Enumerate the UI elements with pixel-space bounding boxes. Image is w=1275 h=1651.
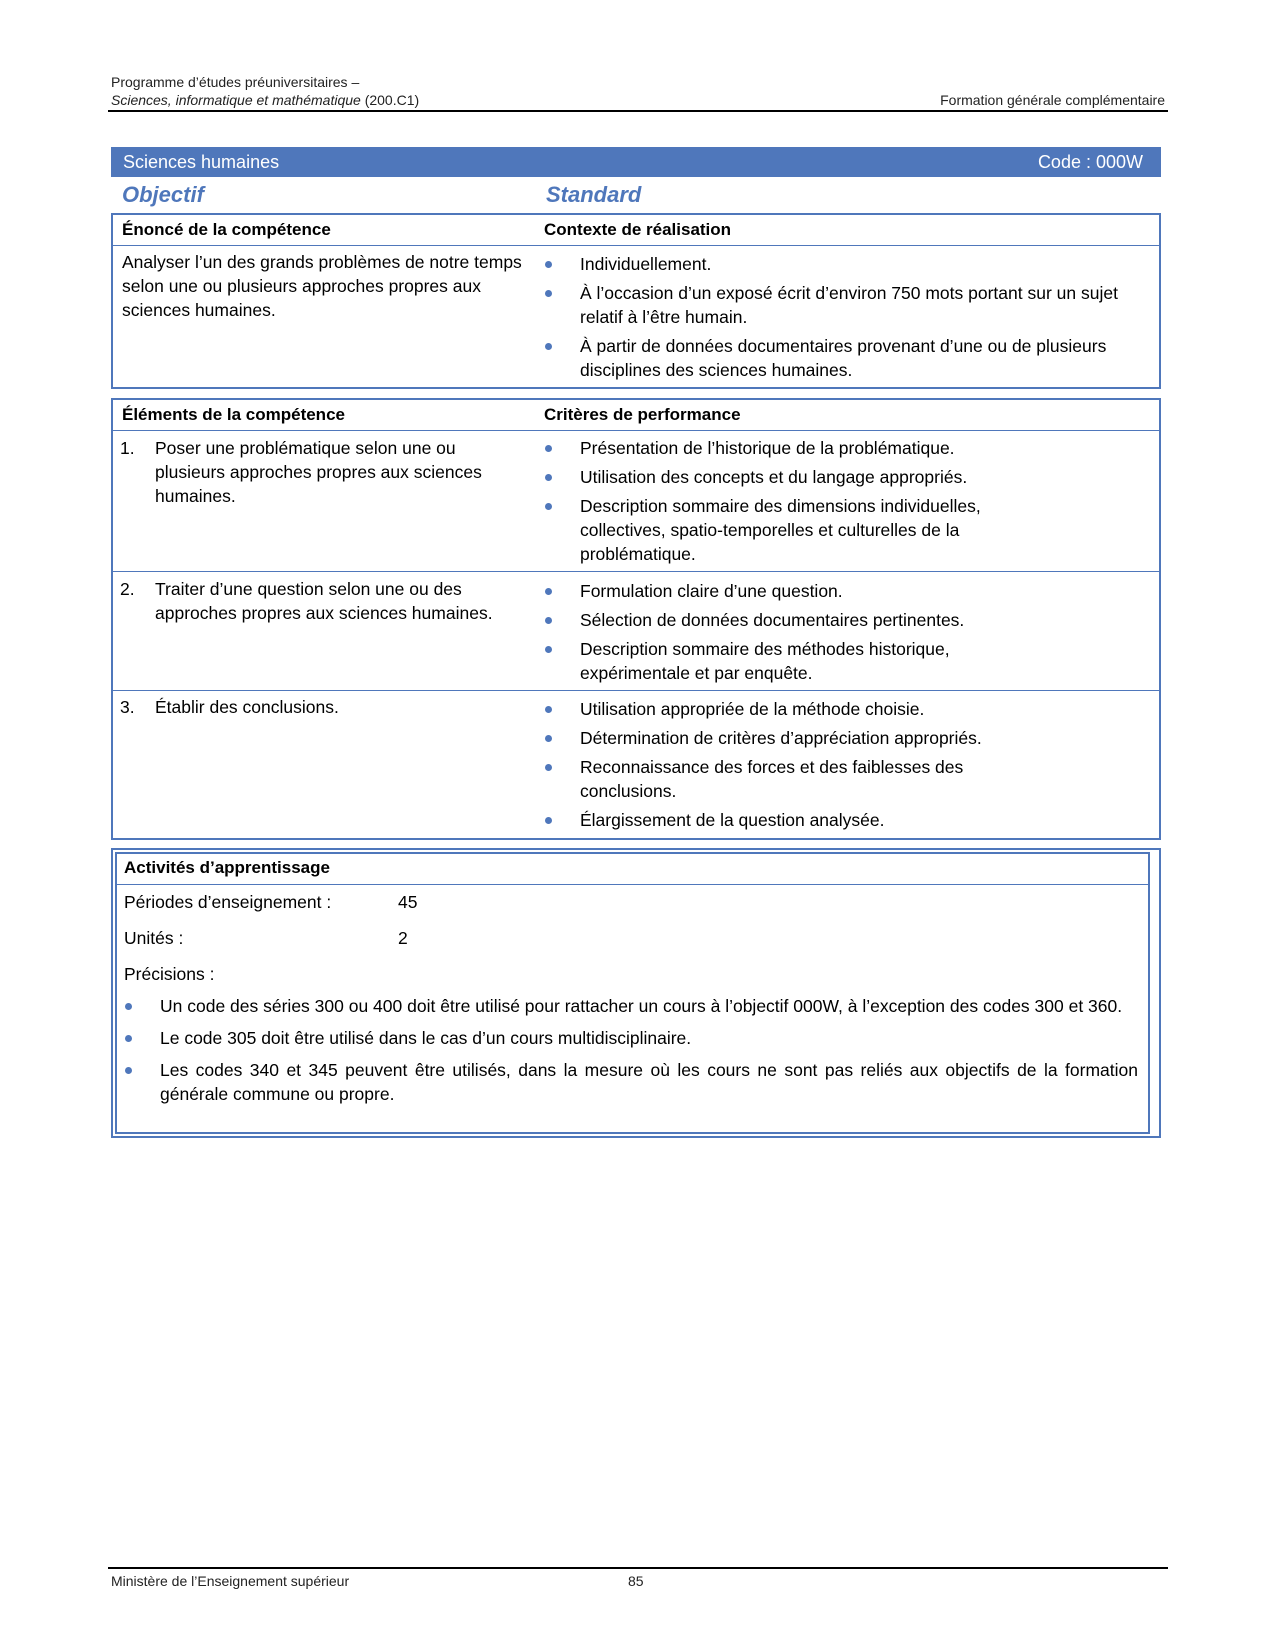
criteria-item: Reconnaissance des forces et des faiblesses des conclusions.	[544, 755, 1044, 803]
precision-item: Un code des séries 300 ou 400 doit être utilisé pour rattacher un cours à l’objectif 000W, à l’exception des codes 300 et 360.	[124, 994, 1138, 1018]
criteria-item: Utilisation appropriée de la méthode choisie.	[544, 697, 1044, 721]
periods-label: Périodes d’enseignement :	[124, 892, 332, 912]
element-text: Poser une problématique selon une ou plusieurs approches propres aux sciences humaines.	[155, 438, 482, 506]
footer-ministry: Ministère de l’Enseignement supérieur	[111, 1573, 350, 1589]
criteria-item: Élargissement de la question analysée.	[544, 808, 1044, 832]
element-text: Établir des conclusions.	[155, 697, 339, 717]
program-name: Sciences, informatique et mathématique	[111, 92, 361, 108]
enonce-label: Énoncé de la compétence	[122, 220, 331, 239]
header-program: Programme d’études préuniversitaires –	[111, 74, 360, 90]
header-rule	[108, 110, 1168, 112]
precision-item: Les codes 340 et 345 peuvent être utilisés, dans la mesure où les cours ne sont pas reliés aux objectifs de la formation générale commune ou propre.	[124, 1058, 1138, 1106]
header-program-name	[111, 92, 419, 108]
discipline-name: Sciences humaines	[123, 152, 280, 172]
element-row-1	[120, 436, 520, 508]
criteria-item: Sélection de données documentaires pertinentes.	[544, 608, 1024, 632]
element-number: 3.	[120, 697, 135, 717]
periods-value: 45	[398, 892, 418, 912]
precision-item: Le code 305 doit être utilisé dans le cas d’un cours multidisciplinaire.	[124, 1026, 1138, 1050]
discipline-title-bar	[111, 147, 1161, 177]
activities-title: Activités d’apprentissage	[124, 858, 330, 877]
discipline-code: Code : 000W	[1037, 152, 1143, 172]
program-code: (200.C1)	[360, 92, 420, 108]
element-number: 1.	[120, 438, 135, 458]
header-section: Formation générale complémentaire	[940, 92, 1165, 108]
page-number: 85	[628, 1573, 644, 1589]
contexte-label: Contexte de réalisation	[544, 220, 732, 239]
criteria-item: Détermination de critères d’appréciation appropriés.	[544, 726, 1044, 750]
elements-divider	[113, 430, 1159, 431]
criteria-list-1	[544, 436, 1064, 571]
standard-heading: Standard	[546, 182, 642, 207]
criteria-item: Formulation claire d’une question.	[544, 579, 1024, 603]
precisions-label: Précisions :	[124, 964, 215, 984]
contexte-item: À partir de données documentaires provenant d’une ou de plusieurs disciplines des sciences humaines.	[544, 334, 1140, 382]
element-row-2	[120, 577, 520, 625]
criteria-item: Présentation de l’historique de la problématique.	[544, 436, 1064, 460]
footer-rule	[108, 1567, 1168, 1569]
element-text: Traiter d’une question selon une ou des approches propres aux sciences humaines.	[155, 579, 493, 623]
criteria-item: Utilisation des concepts et du langage appropriés.	[544, 465, 1064, 489]
enonce-text: Analyser l’un des grands problèmes de notre temps selon une ou plusieurs approches propres aux sciences humaines.	[122, 252, 522, 320]
competence-divider	[113, 245, 1159, 246]
criteria-list-2	[544, 579, 1024, 690]
units-label: Unités :	[124, 928, 184, 948]
criteria-item: Description sommaire des dimensions individuelles, collectives, spatio-temporelles et culturelles de la problématique.	[544, 494, 1064, 566]
contexte-item: Individuellement.	[544, 252, 1140, 276]
contexte-list	[544, 252, 1140, 387]
elements-label: Éléments de la compétence	[122, 405, 345, 424]
precisions-list	[124, 994, 1138, 1114]
criteria-item: Description sommaire des méthodes historique, expérimentale et par enquête.	[544, 637, 1024, 685]
element-row-3	[120, 695, 520, 719]
criteres-label: Critères de performance	[544, 405, 741, 424]
row-divider-1	[113, 571, 1159, 572]
units-value: 2	[398, 928, 408, 948]
row-divider-2	[113, 690, 1159, 691]
contexte-item: À l’occasion d’un exposé écrit d’environ 750 mots portant sur un sujet relatif à l’être humain.	[544, 281, 1140, 329]
objectif-heading: Objectif	[122, 182, 204, 207]
element-number: 2.	[120, 579, 135, 599]
activities-divider	[115, 884, 1150, 885]
criteria-list-3	[544, 697, 1044, 837]
